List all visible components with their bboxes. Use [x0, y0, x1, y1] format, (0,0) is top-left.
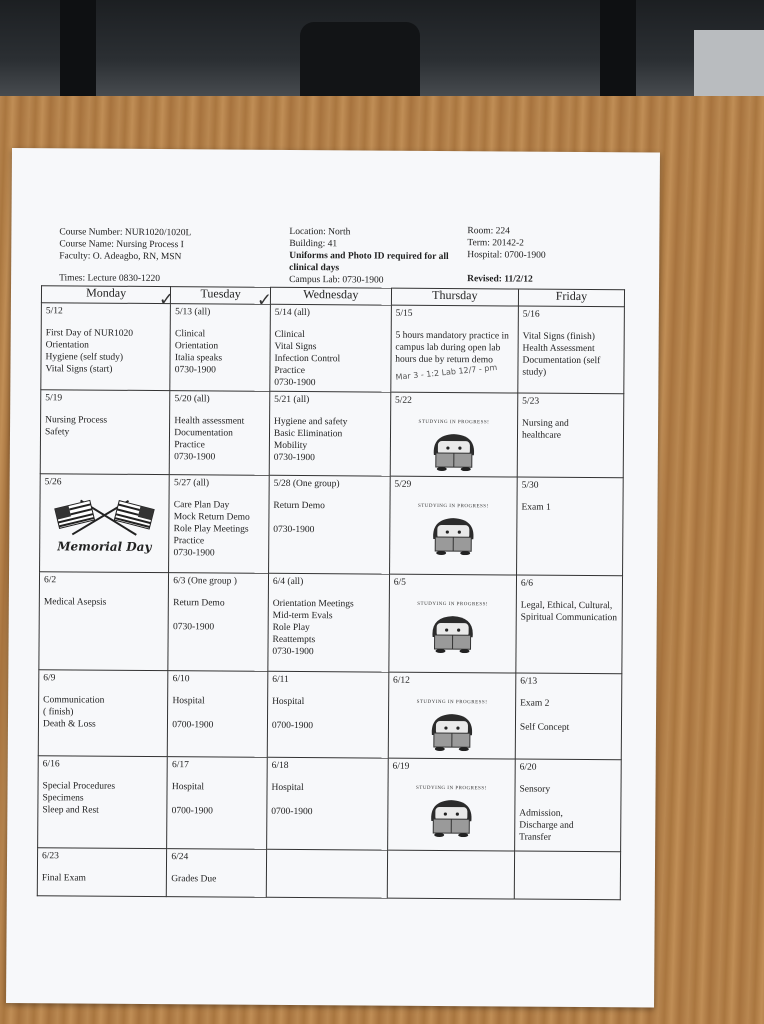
cell-entry: Orientation Meetings	[272, 598, 354, 610]
cell-entry: 0730-1900	[174, 452, 216, 463]
cell-date: 5/28 (One group)	[273, 478, 340, 490]
building: Building: 41	[289, 238, 338, 250]
cell-entry: Health assessment	[174, 416, 245, 427]
cell-entry: Specimens	[42, 793, 84, 804]
calendar-day-cell	[270, 304, 391, 392]
chair-seat	[300, 22, 420, 100]
course-number: Course Number: NUR1020/1020L	[59, 227, 192, 239]
cell-date: 5/23	[522, 396, 540, 407]
day-header-friday: Friday	[518, 289, 624, 307]
cell-entry: 0730-1900	[272, 646, 314, 658]
cell-entry: Practice	[274, 365, 306, 377]
cell-entry: Orientation	[45, 340, 89, 351]
cell-entry: Nursing Process	[45, 415, 108, 426]
memorial-day-label: Memorial Day	[57, 539, 152, 554]
cell-entry: Communication	[43, 695, 105, 706]
cell-date: 5/12	[45, 306, 63, 317]
day-header-wednesday: Wednesday	[270, 287, 391, 305]
cell-date: 6/13	[520, 676, 538, 687]
cell-entry	[271, 794, 383, 807]
studying-student-icon	[425, 515, 481, 555]
cell-entry: Mock Return Demo	[173, 512, 250, 523]
calendar-day-cell	[167, 849, 267, 898]
calendar-day-cell	[170, 391, 270, 476]
cell-entry: Infection Control	[274, 353, 341, 365]
cell-date: 5/26	[44, 477, 62, 488]
cell-date: 5/22	[394, 395, 412, 406]
cell-entry: Safety	[44, 427, 70, 438]
cell-entry: Documentation	[174, 428, 233, 439]
cell-entry: Reattempts	[272, 634, 316, 646]
calendar-day-cell	[267, 757, 388, 850]
cell-entry: 0730-1900	[274, 377, 316, 389]
cell-date: 5/16	[522, 309, 540, 320]
cell-entry: Role Play	[272, 622, 310, 634]
cell-entry: Transfer	[519, 832, 552, 843]
cell-entry: Hygiene (self study)	[45, 352, 124, 363]
cell-date: 6/24	[171, 852, 189, 863]
cell-entry: Sleep and Rest	[42, 805, 99, 816]
cell-entry: Vital Signs	[274, 341, 317, 353]
sticker-caption: STUDYING IN PROGRESS!	[416, 699, 488, 706]
cell-entry: ( finish)	[43, 707, 74, 718]
calendar-day-cell	[514, 851, 620, 900]
calendar-day-cell	[391, 305, 519, 393]
floor-tile	[694, 30, 764, 100]
cell-date: 5/30	[521, 480, 539, 491]
cell-entry	[272, 708, 384, 721]
cell-entry: Vital Signs (start)	[45, 364, 113, 375]
studying-student-icon	[424, 711, 480, 751]
cell-entry	[520, 710, 617, 723]
calendar-day-cell	[41, 303, 171, 391]
calendar-day-cell	[40, 390, 170, 475]
calendar-day-cell	[267, 671, 388, 758]
cell-entry: Care Plan Day	[173, 500, 230, 511]
sticker-caption: STUDYING IN PROGRESS!	[415, 785, 487, 792]
studying-sticker	[407, 697, 497, 752]
schedule-paper	[6, 148, 660, 1008]
chair-leg	[600, 0, 636, 100]
calendar-day-cell	[387, 850, 515, 899]
cell-entry: 0730-1900	[273, 452, 315, 464]
calendar-day-cell	[388, 672, 516, 759]
cell-date: 6/20	[519, 762, 537, 773]
cell-entry: 0700-1900	[271, 806, 313, 818]
cell-date	[519, 854, 616, 855]
calendar-day-cell	[170, 304, 270, 392]
calendar-week-row	[41, 303, 625, 394]
calendar-day-cell	[39, 572, 169, 671]
cell-entry: 5 hours mandatory practice in campus lab during open lab hours due by return demo	[395, 330, 509, 366]
cell-entry: Hospital	[172, 696, 205, 707]
calendar-day-cell	[269, 391, 390, 476]
cell-entry: First Day of NUR1020	[45, 328, 134, 339]
chair-leg	[60, 0, 96, 100]
cell-date: 6/23	[42, 851, 59, 862]
calendar-day-cell	[38, 756, 168, 849]
cell-date: 6/2	[43, 575, 57, 586]
cell-date: 5/13 (all)	[175, 307, 211, 318]
term: Term: 20142-2	[467, 238, 524, 249]
cell-date: 6/9	[43, 673, 56, 684]
cell-entry: 0730-1900	[174, 365, 216, 376]
calendar-day-cell	[389, 574, 517, 673]
schedule-calendar	[37, 285, 625, 900]
course-name: Course Name: Nursing Process I	[59, 239, 184, 251]
cell-entry	[519, 796, 616, 809]
day-header-thursday: Thursday	[391, 288, 518, 306]
cell-entry: Hospital	[271, 782, 304, 794]
cell-entry: 0730-1900	[172, 622, 215, 633]
cell-entry: Hospital	[171, 782, 205, 793]
cell-date: 6/5	[393, 577, 406, 588]
handwritten-note: Mar 3 - 1:2 Lab 12/7 - pm	[395, 362, 498, 382]
cell-date: 6/19	[392, 761, 410, 772]
cell-date: 5/27 (all)	[173, 478, 210, 489]
cell-entry: 0730-1900	[273, 524, 315, 536]
calendar-day-cell	[40, 474, 170, 573]
cell-date: 6/10	[172, 674, 190, 685]
chair-background	[0, 0, 764, 100]
cell-entry: Nursing and	[522, 418, 569, 429]
crossed-flags-icon	[52, 498, 156, 537]
studying-student-icon	[424, 613, 480, 653]
campus-lab-hours: Campus Lab: 0730-1900	[289, 274, 384, 286]
room: Room: 224	[467, 226, 510, 237]
cell-entry	[172, 793, 263, 806]
calendar-day-cell	[515, 673, 622, 760]
cell-date: 5/15	[395, 308, 413, 319]
cell-entry: Role Play Meetings	[173, 524, 249, 535]
uniform-notice: Uniforms and Photo ID required for all clinical days	[289, 250, 449, 274]
cell-entry: 0730-1900	[173, 548, 215, 559]
calendar-day-cell	[37, 848, 167, 897]
cell-entry: Italia speaks	[174, 353, 223, 364]
cell-entry: Basic Elimination	[273, 428, 343, 440]
cell-date: 6/16	[42, 759, 60, 770]
cell-date: 5/29	[394, 479, 412, 490]
cell-entry: Mobility	[273, 440, 308, 452]
lecture-times: Times: Lecture 0830-1220	[59, 273, 161, 285]
sticker-caption: STUDYING IN PROGRESS!	[418, 419, 490, 426]
cell-date	[271, 852, 383, 853]
checkmark-icon: ✓	[256, 289, 273, 311]
calendar-body	[37, 303, 624, 900]
cell-entry: Final Exam	[41, 873, 87, 884]
calendar-day-cell	[390, 392, 518, 477]
cell-entry: Sensory	[519, 784, 551, 795]
cell-entry	[172, 707, 263, 720]
cell-entry: Hospital	[272, 696, 305, 708]
calendar-day-cell	[517, 393, 624, 478]
cell-entry: healthcare	[521, 430, 562, 441]
cell-entry: Documentation (self study)	[522, 355, 601, 378]
calendar-day-cell	[516, 477, 623, 576]
cell-entry	[273, 512, 385, 525]
cell-entry: Death & Loss	[42, 719, 96, 730]
cell-entry: Clinical	[274, 329, 305, 341]
cell-entry: Special Procedures	[42, 781, 116, 792]
cell-date: 6/17	[171, 760, 189, 771]
cell-entry: Practice	[174, 440, 205, 451]
calendar-week-row	[39, 572, 623, 674]
cell-entry: 0700-1900	[171, 806, 213, 817]
cell-entry: Clinical	[174, 329, 206, 340]
calendar-day-cell	[167, 757, 267, 850]
calendar-day-cell	[387, 758, 515, 851]
cell-date: 6/12	[393, 675, 410, 686]
calendar-week-row	[40, 474, 624, 576]
faculty: Faculty: O. Adeagbo, RN, MSN	[59, 251, 182, 263]
studying-sticker	[409, 417, 499, 472]
cell-entry	[173, 609, 264, 622]
calendar-week-row	[40, 390, 624, 478]
calendar-day-cell	[268, 573, 390, 672]
hospital-hours: Hospital: 0700-1900	[467, 250, 546, 261]
cell-entry: Practice	[173, 536, 205, 547]
cell-date: 5/21 (all)	[274, 394, 310, 406]
cell-entry: Grades Due	[171, 874, 217, 885]
cell-entry: Orientation	[174, 341, 219, 352]
cell-entry: Admission,	[519, 808, 563, 819]
calendar-week-row	[37, 848, 620, 900]
cell-date: 6/11	[272, 674, 289, 685]
calendar-week-row	[38, 756, 622, 852]
cell-entry: Vital Signs (finish)	[522, 331, 595, 343]
location: Location: North	[289, 226, 351, 238]
calendar-day-cell	[268, 475, 390, 574]
cell-entry: 0700-1900	[271, 720, 314, 732]
calendar-week-row	[38, 670, 622, 760]
day-header-monday: Monday	[41, 286, 170, 304]
cell-date: 5/14 (all)	[274, 307, 310, 319]
cell-entry: Health Assessment	[522, 343, 595, 355]
cell-entry: Return Demo	[273, 500, 325, 512]
cell-date: 6/6	[520, 578, 534, 589]
calendar-day-cell	[389, 476, 517, 575]
sticker-caption: STUDYING IN PROGRESS!	[417, 601, 489, 608]
cell-entry: Hygiene and safety	[273, 416, 348, 428]
cell-entry: Medical Asepsis	[43, 597, 107, 608]
calendar-day-cell	[168, 573, 268, 672]
studying-sticker	[407, 599, 497, 654]
cell-date: 5/20 (all)	[174, 394, 210, 405]
checkmark-icon: ✓	[158, 289, 175, 311]
cell-entry: 0700-1900	[172, 720, 214, 731]
calendar-day-cell	[266, 849, 387, 898]
cell-entry: Exam 1	[521, 502, 551, 513]
cell-date: 6/3 (One group )	[173, 576, 237, 587]
cell-date: 6/18	[271, 760, 289, 771]
calendar-day-cell	[518, 306, 625, 394]
cell-entry: Mid-term Evals	[272, 610, 333, 622]
calendar-day-cell	[38, 670, 168, 757]
day-header-tuesday: Tuesday	[171, 287, 271, 305]
studying-sticker	[406, 783, 496, 838]
studying-student-icon	[423, 797, 479, 837]
cell-entry: Legal, Ethical, Cultural, Spiritual Communication	[520, 600, 618, 624]
studying-student-icon	[426, 431, 482, 471]
revised-date: Revised: 11/2/12	[467, 274, 533, 285]
cell-date: 5/19	[45, 393, 63, 404]
cell-date	[392, 853, 510, 854]
calendar-day-cell	[516, 575, 623, 674]
cell-entry: Self Concept	[519, 722, 570, 733]
cell-entry: Return Demo	[173, 598, 225, 609]
memorial-day-art	[44, 498, 165, 553]
calendar-day-cell	[169, 475, 269, 574]
calendar-day-cell	[168, 671, 268, 758]
cell-date: 6/4 (all)	[272, 576, 304, 588]
calendar-day-cell	[515, 759, 622, 852]
studying-sticker	[408, 501, 498, 556]
cell-entry: Exam 2	[520, 698, 550, 709]
cell-entry: Discharge and	[519, 820, 574, 831]
sticker-caption: STUDYING IN PROGRESS!	[417, 503, 489, 510]
